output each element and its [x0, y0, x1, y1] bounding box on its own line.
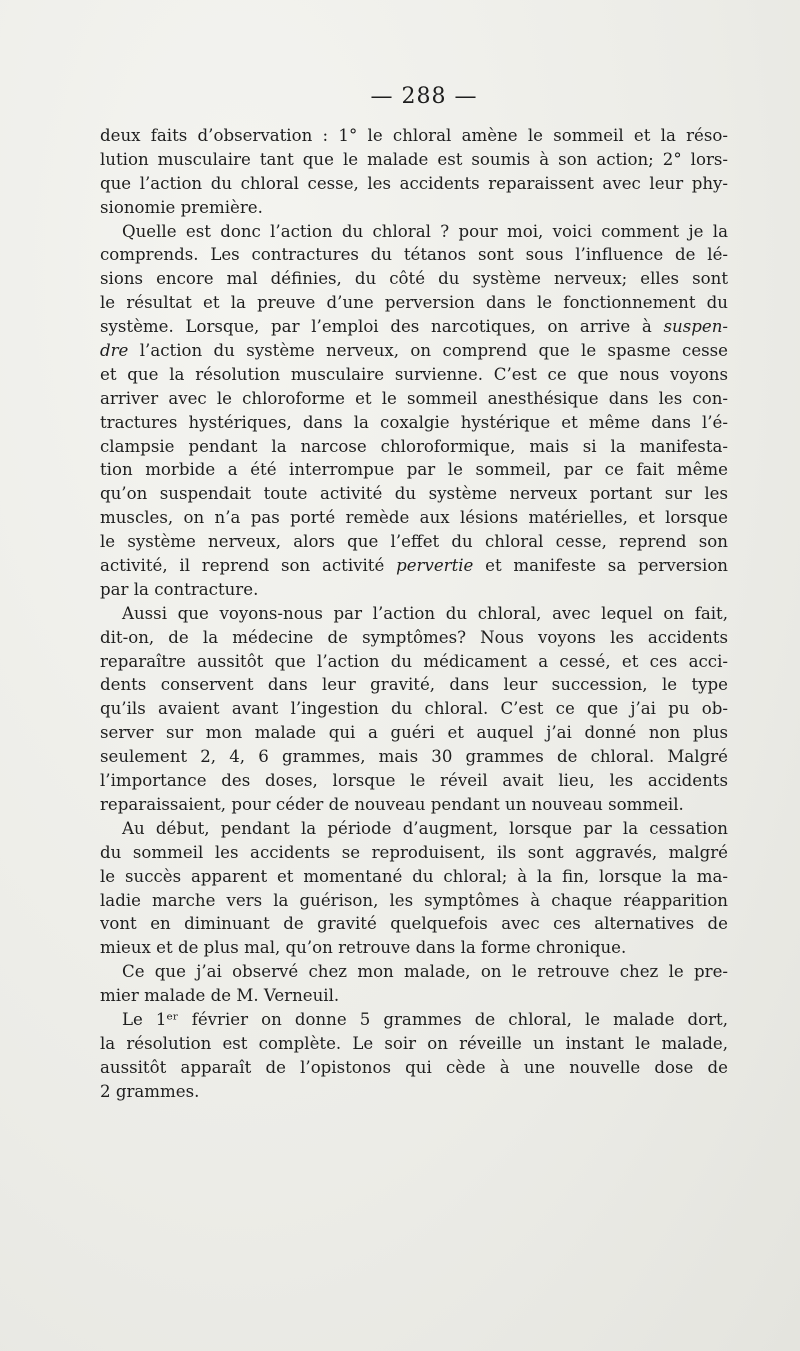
- text-line: sionomie première.: [100, 197, 263, 217]
- text-line: Au début, pendant la période d’augment, lorsque par la cessation: [122, 818, 728, 838]
- text-line: activité, il reprend son activité pervertie et manifeste sa perversion: [100, 556, 728, 576]
- paragraph: [100, 1008, 728, 1104]
- text-line: lution musculaire tant que le malade est soumis à son action; 2° lors-: [100, 149, 728, 169]
- text-line: aussitôt apparaît de l’opistonos qui cède à une nouvelle dose de: [100, 1057, 728, 1077]
- text-line: reparaissaient, pour céder de nouveau pendant un nouveau sommeil.: [100, 794, 684, 814]
- paragraph: [100, 220, 728, 602]
- paragraph: [100, 124, 728, 220]
- text-line: reparaître aussitôt que l’action du médicament a cessé, et ces acci-: [100, 651, 728, 671]
- text-line: Aussi que voyons-nous par l’action du chloral, avec lequel on fait,: [122, 603, 728, 623]
- text-line: qu’on suspendait toute activité du système nerveux portant sur les: [100, 484, 728, 504]
- text-line: ladie marche vers la guérison, les symptômes à chaque réapparition: [100, 890, 728, 910]
- text-line: la résolution est complète. Le soir on réveille un instant le malade,: [100, 1033, 728, 1053]
- italic-word: suspen-: [663, 317, 728, 337]
- text-line: Ce que j’ai observé chez mon malade, on le retrouve chez le pre-: [122, 962, 728, 982]
- text-line: Quelle est donc l’action du chloral ? pour moi, voici comment je la: [122, 221, 728, 241]
- text-line: dents conservent dans leur gravité, dans leur succession, le type: [100, 675, 728, 695]
- text-line: du sommeil les accidents se reproduisent, ils sont aggravés, malgré: [100, 842, 728, 862]
- text-line: deux faits d’observation : 1° le chloral amène le sommeil et la réso-: [100, 126, 728, 145]
- text-line: seulement 2, 4, 6 grammes, mais 30 grammes de chloral. Malgré: [100, 747, 728, 767]
- text-line: tion morbide a été interrompue par le sommeil, par ce fait même: [100, 460, 728, 480]
- text-line: arriver avec le chloroforme et le sommeil anesthésique dans les con-: [100, 388, 728, 408]
- text-line: comprends. Les contractures du tétanos sont sous l’influence de lé-: [100, 245, 728, 265]
- paragraph: [100, 602, 728, 817]
- text-line: que l’action du chloral cesse, les accidents reparaissent avec leur phy-: [100, 173, 728, 193]
- text-line: le système nerveux, alors que l’effet du chloral cesse, reprend son: [100, 532, 728, 552]
- text-line: sions encore mal définies, du côté du système nerveux; elles sont: [100, 269, 728, 289]
- body-text: [100, 124, 728, 1104]
- text-line: qu’ils avaient avant l’ingestion du chloral. C’est ce que j’ai pu ob-: [100, 699, 728, 719]
- paragraph: [100, 960, 728, 1008]
- book-page: [100, 82, 728, 1104]
- text-line: et que la résolution musculaire survienne. C’est ce que nous voyons: [100, 364, 728, 384]
- text-line: Le 1ᵉʳ février on donne 5 grammes de chloral, le malade dort,: [122, 1009, 728, 1029]
- text-line: système. Lorsque, par l’emploi des narcotiques, on arrive à suspen-: [100, 317, 728, 337]
- page-number: — 288 —: [370, 84, 478, 109]
- text-line: clampsie pendant la narcose chloroformique, mais si la manifesta-: [100, 436, 728, 456]
- italic-word: pervertie: [396, 556, 474, 576]
- italic-word: dre: [100, 341, 129, 361]
- text-line: mier malade de M. Verneuil.: [100, 986, 340, 1006]
- paragraph: [100, 817, 728, 960]
- text-line: mieux et de plus mal, qu’on retrouve dans la forme chronique.: [100, 938, 627, 958]
- text-line: vont en diminuant de gravité quelquefois avec ces alternatives de: [100, 914, 728, 934]
- text-line: 2 grammes.: [100, 1081, 200, 1101]
- text-line: muscles, on n’a pas porté remède aux lésions matérielles, et lorsque: [100, 508, 728, 528]
- text-line: l’importance des doses, lorsque le réveil avait lieu, les accidents: [100, 771, 728, 791]
- text-line: le succès apparent et momentané du chloral; à la fin, lorsque la ma-: [100, 866, 728, 886]
- text-line: le résultat et la preuve d’une perversion dans le fonctionnement du: [100, 293, 728, 313]
- text-line: par la contracture.: [100, 579, 259, 599]
- text-line: tractures hystériques, dans la coxalgie hystérique et même dans l’é-: [100, 412, 728, 432]
- text-line: server sur mon malade qui a guéri et auquel j’ai donné non plus: [100, 723, 728, 743]
- text-line: dre l’action du système nerveux, on comprend que le spasme cesse: [100, 341, 728, 361]
- text-line: dit-on, de la médecine de symptômes? Nous voyons les accidents: [100, 627, 728, 647]
